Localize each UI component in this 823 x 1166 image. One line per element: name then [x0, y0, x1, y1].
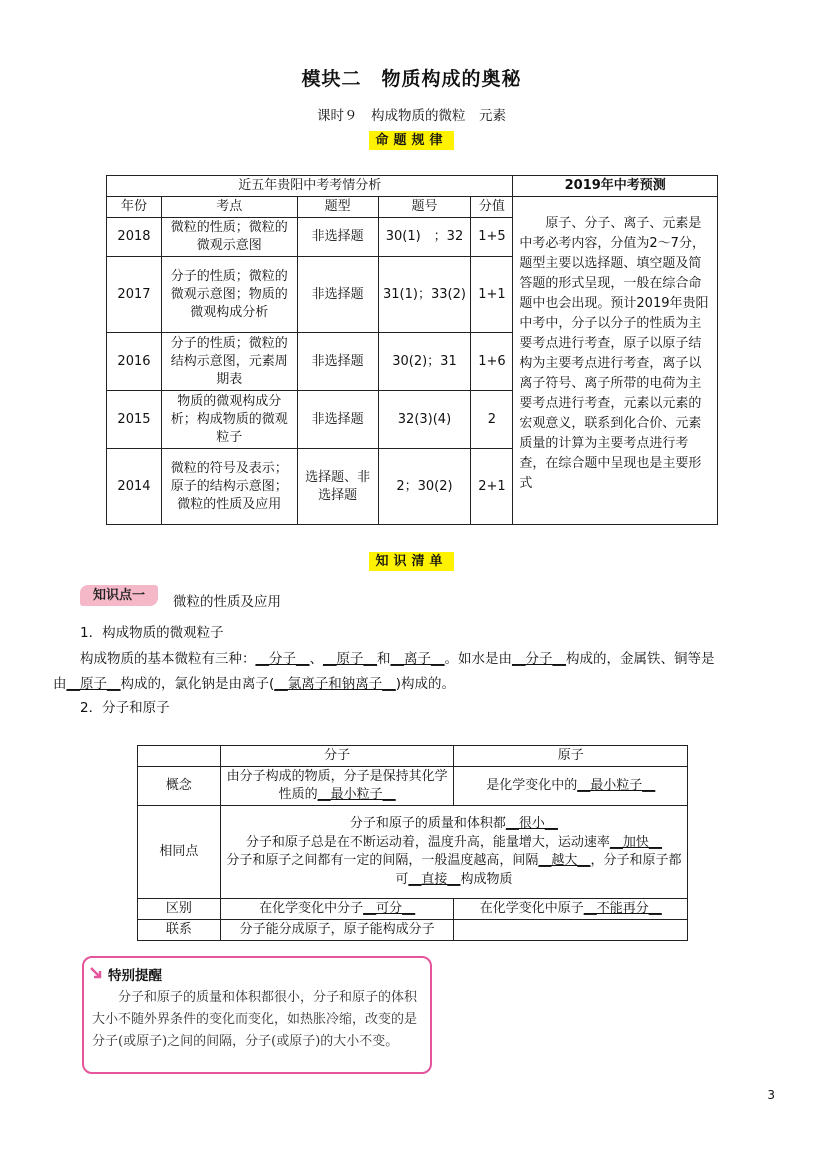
year-cell: 2017: [107, 257, 162, 333]
score-cell: 2+1: [471, 449, 513, 525]
same-content: 分子和原子的质量和体积都__很小__ 分子和原子总是在不断运动着，温度升高，能量增大，运动速率__加快__ 分子和原子之间都有一定的间隔，一般温度越高，间隔__越大__，分子和原子都可__直接__构成物质: [220, 806, 687, 899]
head-atom: 原子: [454, 746, 688, 767]
prediction-header: 2019年中考预测: [513, 176, 718, 197]
point-cell: 物质的微观构成分析；构成物质的微观粒子: [161, 391, 297, 449]
col-point: 考点: [161, 197, 297, 218]
link-text: 分子能分成原子，原子能构成分子: [220, 920, 454, 941]
diff-molecule: 在化学变化中分子__可分__: [220, 899, 454, 920]
analysis-header: 近五年贵阳中考考情分析: [107, 176, 513, 197]
year-cell: 2018: [107, 218, 162, 257]
section2-heading: 2．分子和原子: [80, 700, 170, 716]
point-cell: 微粒的符号及表示；原子的结构示意图；微粒的性质及应用: [161, 449, 297, 525]
num-cell: 30(2)；31: [378, 333, 471, 391]
knowledge-point-title: 微粒的性质及应用: [173, 594, 281, 610]
section-list: [0, 550, 823, 569]
point-cell: 微粒的性质；微粒的微观示意图: [161, 218, 297, 257]
arrow-icon: [89, 965, 103, 984]
type-cell: 选择题、非选择题: [297, 449, 378, 525]
score-cell: 2: [471, 391, 513, 449]
point-cell: 分子的性质；微粒的结构示意图，元素周期表: [161, 333, 297, 391]
lesson-subtitle: 课时９ 构成物质的微粒 元素: [317, 108, 506, 124]
page-number: 3: [767, 1088, 775, 1102]
type-cell: 非选择题: [297, 391, 378, 449]
molecule-atom-table: [137, 745, 688, 941]
score-cell: 1+5: [471, 218, 513, 257]
concept-atom: 是化学变化中的__最小粒子__: [454, 767, 688, 806]
tip-body: 分子和原子的质量和体积都很小，分子和原子的体积大小不随外界条件的变化而变化，如热胀冷缩，改变的是分子(或原子)之间的间隔，分子(或原子)的大小不变。: [92, 990, 418, 1049]
type-cell: 非选择题: [297, 333, 378, 391]
col-type: 题型: [297, 197, 378, 218]
section-rules: [0, 129, 823, 148]
diff-atom: 在化学变化中原子__不能再分__: [454, 899, 688, 920]
year-cell: 2015: [107, 391, 162, 449]
concept-label: 概念: [138, 767, 221, 806]
score-cell: 1+6: [471, 333, 513, 391]
num-cell: 31(1)；33(2): [378, 257, 471, 333]
section1-line2: 由__原子__构成的，氯化钠是由离子(__氯离子和钠离子__)构成的。: [53, 676, 456, 692]
head-molecule: 分子: [220, 746, 454, 767]
link-label: 联系: [138, 920, 221, 941]
tip-title: 特别提醒: [108, 968, 162, 984]
exam-analysis-table: [106, 175, 718, 525]
list-highlight: 知识清单: [369, 552, 453, 571]
type-cell: 非选择题: [297, 257, 378, 333]
point-cell: 分子的性质；微粒的微观示意图；物质的微观构成分析: [161, 257, 297, 333]
knowledge-point-badge: 知识点一: [80, 585, 158, 606]
num-cell: 2；30(2): [378, 449, 471, 525]
section1-line1: 构成物质的基本微粒有三种：__分子__、__原子__和__离子__。如水是由__分子__构成的，金属铁、铜等是: [80, 651, 715, 667]
col-num: 题号: [378, 197, 471, 218]
num-cell: 30(1) ；32: [378, 218, 471, 257]
year-cell: 2014: [107, 449, 162, 525]
num-cell: 32(3)(4): [378, 391, 471, 449]
prediction-text: 原子、分子、离子、元素是中考必考内容，分值为2～7分，题型主要以选择题、填空题及简答题的形式呈现，一般在综合命题中也会出现。预计2019年贵阳中考中，分子以分子的性质为主要考点进行考查，原子以原子结构为主要考点进行考查，离子以离子符号、离子所带的电荷为主要考点进行考查，元素以元素的宏观意义，联系到化合价、元素质量的计算为主要考点进行考查，在综合题中呈现也是主要形式: [513, 197, 718, 525]
rules-highlight: 命题规律: [369, 131, 453, 150]
score-cell: 1+1: [471, 257, 513, 333]
concept-molecule: 由分子构成的物质，分子是保持其化学性质的__最小粒子__: [220, 767, 454, 806]
year-cell: 2016: [107, 333, 162, 391]
col-score: 分值: [471, 197, 513, 218]
diff-label: 区别: [138, 899, 221, 920]
page-title: 模块二 物质构成的奥秘: [301, 68, 522, 90]
type-cell: 非选择题: [297, 218, 378, 257]
col-year: 年份: [107, 197, 162, 218]
same-label: 相同点: [138, 806, 221, 899]
section1-heading: 1．构成物质的微观粒子: [80, 625, 224, 641]
